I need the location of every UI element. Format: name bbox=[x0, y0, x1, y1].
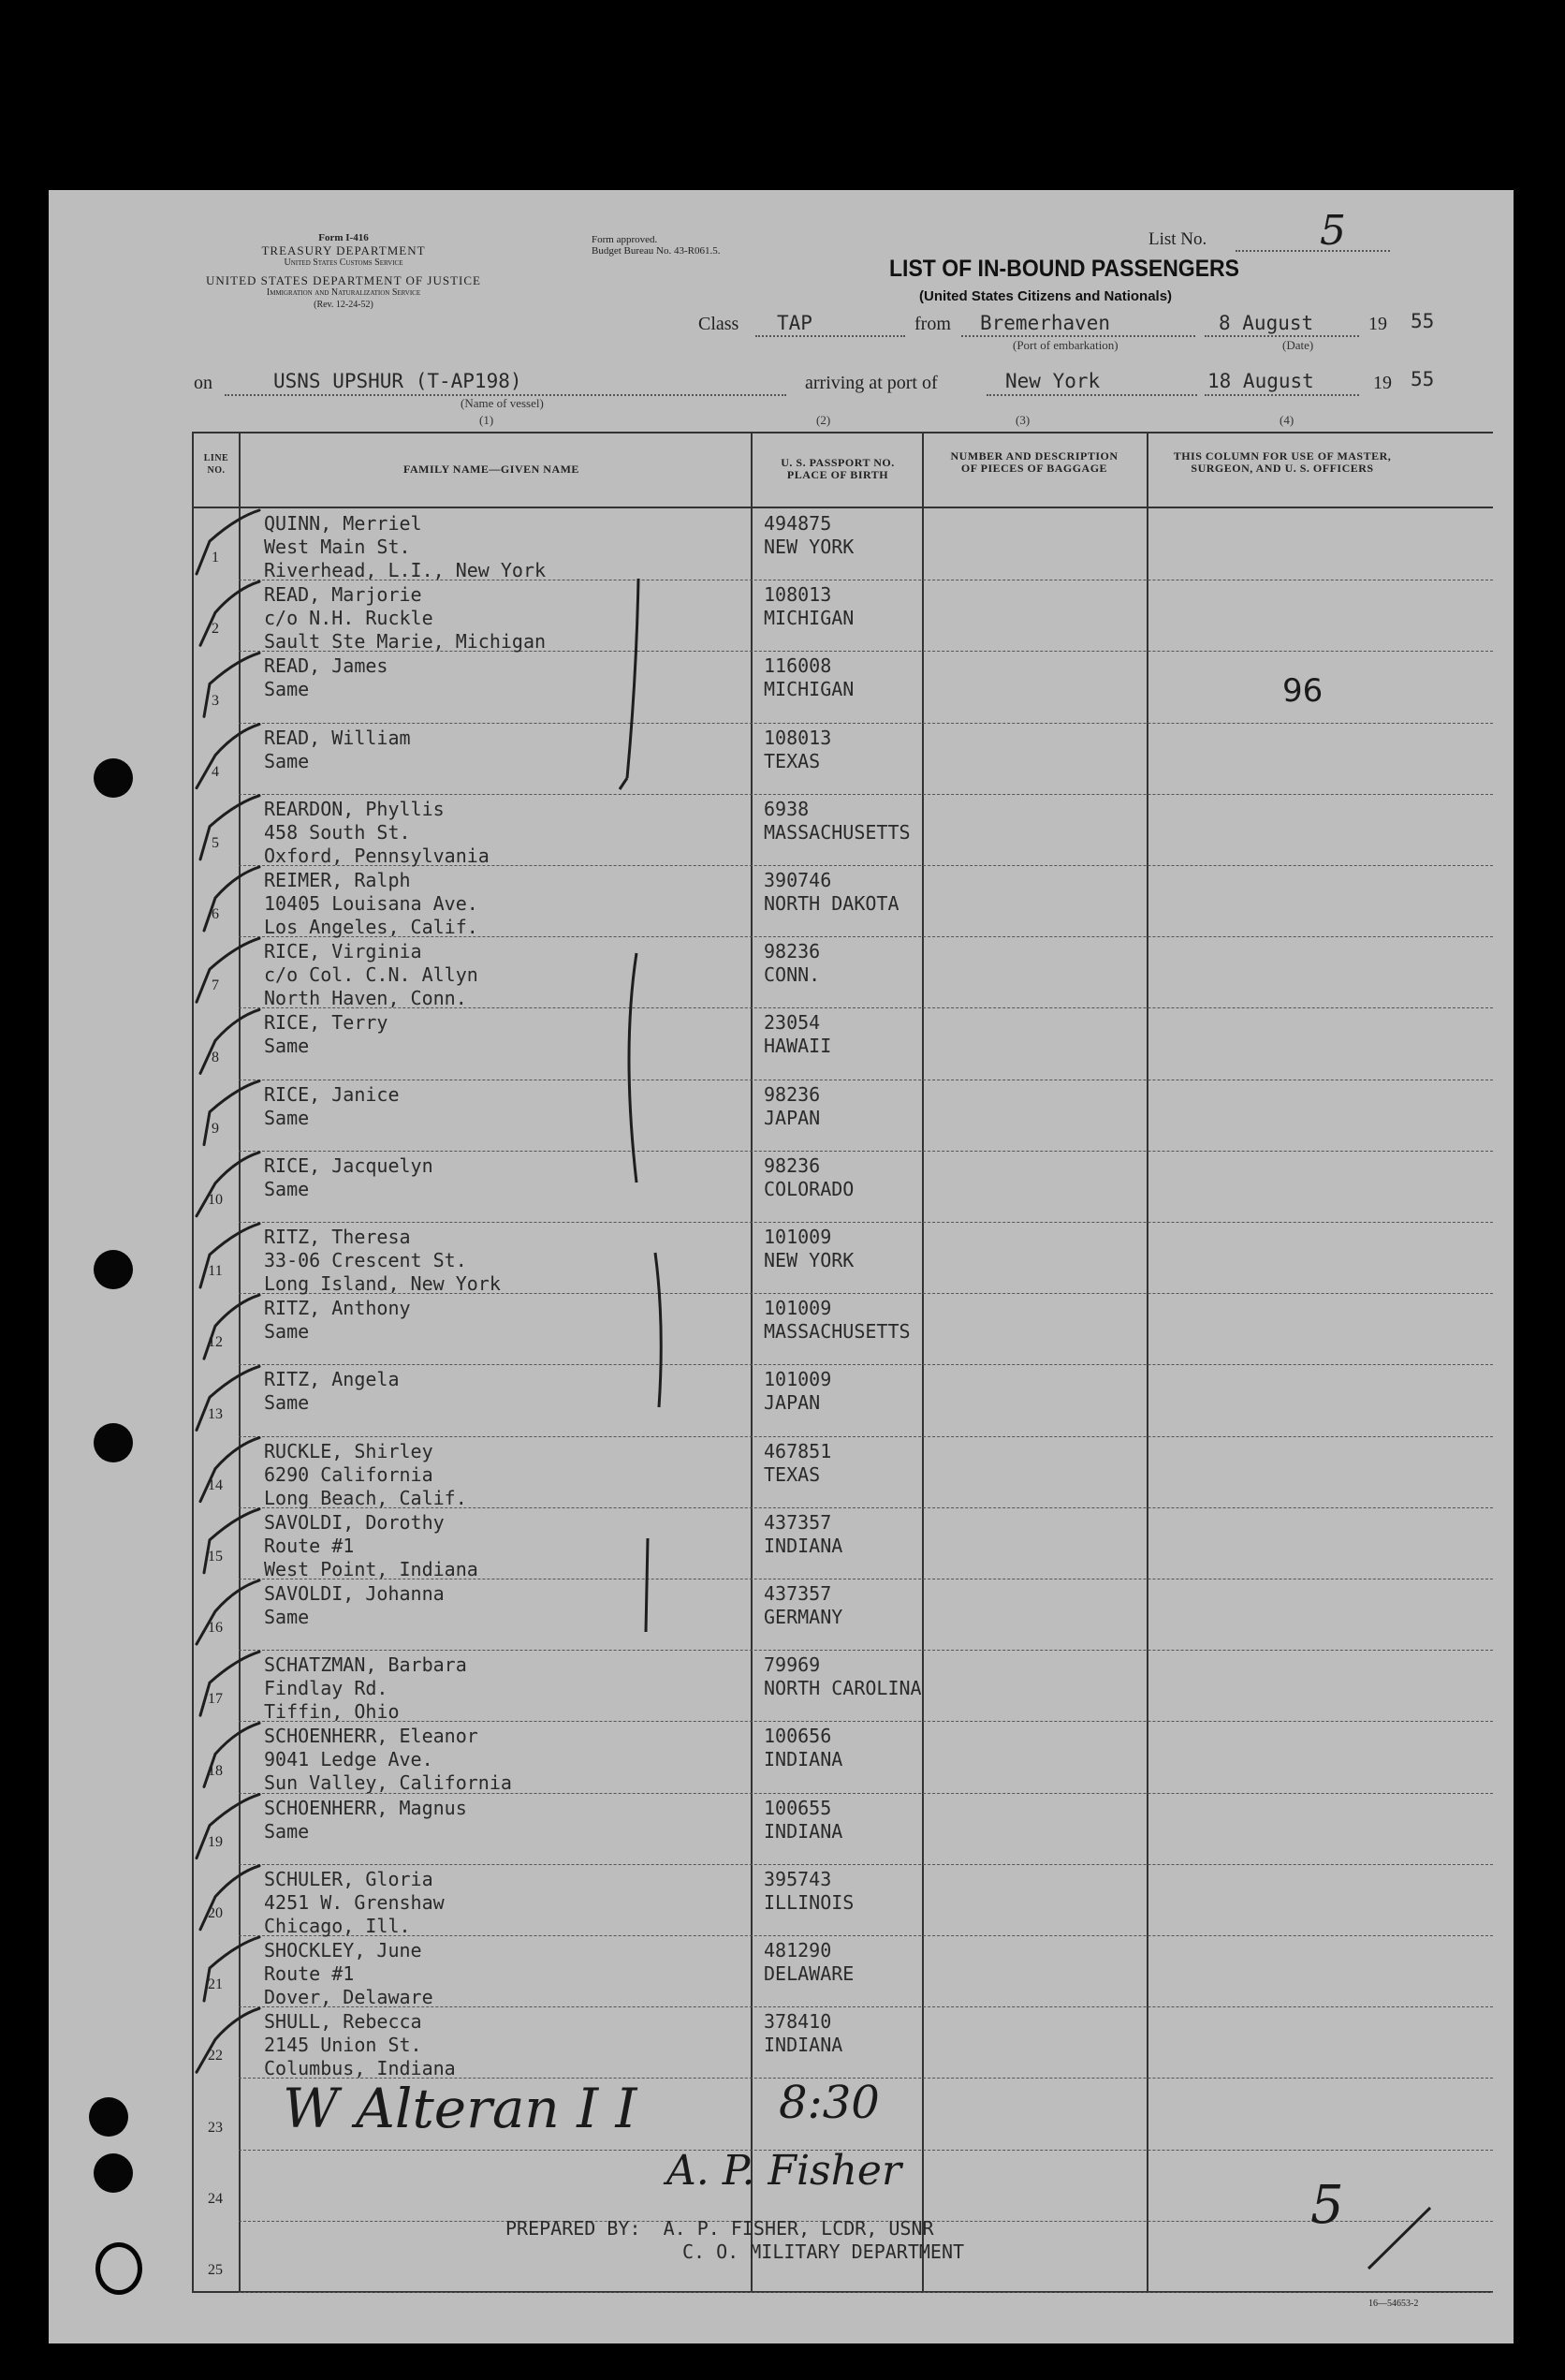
line-number: 25 bbox=[208, 2261, 223, 2278]
table-row bbox=[192, 580, 1493, 654]
form-approved: Form approved. bbox=[592, 234, 658, 245]
arriving-label: arriving at port of bbox=[805, 373, 938, 393]
handwritten-count: 5 bbox=[1310, 2175, 1344, 2236]
page-title: LIST OF IN-BOUND PASSENGERS bbox=[889, 256, 1239, 282]
line-number: 9 bbox=[212, 1120, 219, 1137]
table-row bbox=[192, 1151, 1493, 1222]
line-number: 22 bbox=[208, 2048, 223, 2064]
form-number: Form I-416 bbox=[318, 232, 369, 243]
passenger-name-address: RICE, Jacquelyn Same bbox=[264, 1153, 433, 1200]
passport-birthplace: 23054 HAWAII bbox=[764, 1011, 832, 1058]
passenger-manifest-sheet bbox=[49, 190, 1514, 2343]
passenger-name-address: SCHOENHERR, Magnus Same bbox=[264, 1796, 467, 1843]
passenger-name-address: SAVOLDI, Dorothy Route #1 West Point, Indiana bbox=[264, 1510, 478, 1580]
class-label: Class bbox=[698, 314, 739, 334]
table-row bbox=[192, 1436, 1493, 1507]
passport-birthplace: 437357 GERMANY bbox=[764, 1582, 843, 1628]
passenger-name-address: RICE, Terry Same bbox=[264, 1011, 388, 1058]
handwritten-signature-1: W Alteran I I bbox=[283, 2077, 637, 2140]
embark-year-prefix: 19 bbox=[1368, 314, 1387, 334]
line-number: 14 bbox=[208, 1476, 223, 1493]
passenger-name-address: REARDON, Phyllis 458 South St. Oxford, Pennsylvania bbox=[264, 797, 490, 867]
arrival-port-line bbox=[987, 394, 1197, 396]
passport-birthplace: 6938 MASSACHUSETTS bbox=[764, 797, 911, 844]
passenger-name-address: QUINN, Merriel West Main St. Riverhead, L.I., New York bbox=[264, 512, 547, 581]
punch-hole-8 bbox=[94, 2153, 133, 2193]
punch-hole-9 bbox=[95, 2242, 142, 2295]
line-number: 13 bbox=[208, 1405, 223, 1422]
table-row bbox=[192, 936, 1493, 1010]
passport-birthplace: 437357 INDIANA bbox=[764, 1510, 843, 1557]
passport-birthplace: 101009 NEW YORK bbox=[764, 1226, 855, 1271]
arrival-year-prefix: 19 bbox=[1373, 373, 1392, 393]
table-row bbox=[192, 1935, 1493, 2006]
list-no-line bbox=[1236, 250, 1390, 252]
passport-birthplace: 494875 NEW YORK bbox=[764, 512, 855, 558]
line-number: 8 bbox=[212, 1049, 219, 1065]
officer-mark: 96 bbox=[1282, 672, 1324, 710]
passenger-name-address: READ, James Same bbox=[264, 654, 388, 701]
passenger-name-address: RICE, Virginia c/o Col. C.N. Allyn North Haven, Conn. bbox=[264, 940, 478, 1010]
class-line bbox=[755, 335, 905, 337]
line-number: 2 bbox=[212, 621, 219, 638]
vessel-caption: (Name of vessel) bbox=[461, 396, 544, 410]
table-row bbox=[192, 1579, 1493, 1650]
embark-date-line bbox=[1205, 335, 1359, 337]
table-row bbox=[192, 1650, 1493, 1724]
form-revision: (Rev. 12-24-52) bbox=[314, 300, 373, 310]
on-label: on bbox=[194, 373, 212, 393]
list-no-value: 5 bbox=[1320, 207, 1346, 255]
caption-3: (3) bbox=[1016, 413, 1031, 427]
table-row bbox=[192, 1721, 1493, 1795]
justice-department: UNITED STATES DEPARTMENT OF JUSTICE bbox=[206, 273, 481, 287]
arrival-year: 55 bbox=[1411, 368, 1435, 390]
table-row bbox=[192, 1793, 1493, 1864]
date-caption: (Date) bbox=[1282, 338, 1314, 352]
passport-birthplace: 378410 INDIANA bbox=[764, 2010, 843, 2057]
passenger-name-address: SCHULER, Gloria 4251 W. Grenshaw Chicago, Ill. bbox=[264, 1867, 445, 1937]
table-row bbox=[192, 1364, 1493, 1435]
table-row bbox=[192, 1293, 1493, 1364]
col-header-name: FAMILY NAME—GIVEN NAME bbox=[403, 463, 579, 476]
table-row bbox=[192, 1007, 1493, 1079]
passenger-name-address: SAVOLDI, Johanna Same bbox=[264, 1582, 445, 1628]
line-number: 18 bbox=[208, 1762, 223, 1779]
punch-hole-6 bbox=[94, 1423, 133, 1462]
table-row bbox=[192, 794, 1493, 865]
line-number: 7 bbox=[212, 977, 219, 994]
line-number: 3 bbox=[212, 692, 219, 709]
prepared-by: PREPARED BY: A. P. FISHER, LCDR, USNR bbox=[505, 2217, 934, 2240]
table-row bbox=[192, 1080, 1493, 1151]
passport-birthplace: 101009 MASSACHUSETTS bbox=[764, 1297, 911, 1344]
passport-birthplace: 98236 JAPAN bbox=[764, 1082, 821, 1129]
table-row bbox=[192, 723, 1493, 794]
line-number: 23 bbox=[208, 2119, 223, 2136]
table-row bbox=[192, 1507, 1493, 1579]
list-no-label: List No. bbox=[1148, 229, 1207, 249]
port-of-embarkation: Bremerhaven bbox=[980, 312, 1111, 334]
arrival-date-line bbox=[1205, 394, 1359, 396]
line-number: 4 bbox=[212, 763, 219, 780]
caption-4: (4) bbox=[1280, 413, 1294, 427]
passenger-name-address: READ, William Same bbox=[264, 726, 411, 772]
from-line bbox=[961, 335, 1195, 337]
passenger-name-address: RICE, Janice Same bbox=[264, 1082, 400, 1129]
embark-year: 55 bbox=[1411, 310, 1435, 332]
passport-birthplace: 108013 TEXAS bbox=[764, 726, 832, 772]
handwritten-signature-2: A. P. Fisher bbox=[666, 2147, 902, 2195]
table-row bbox=[192, 2006, 1493, 2078]
passenger-name-address: SHULL, Rebecca 2145 Union St. Columbus, Indiana bbox=[264, 2010, 456, 2080]
table-row bbox=[192, 865, 1493, 936]
line-number: 17 bbox=[208, 1691, 223, 1708]
table-row bbox=[192, 1864, 1493, 1935]
line-number: 24 bbox=[208, 2190, 223, 2207]
arrival-date: 18 August bbox=[1207, 370, 1314, 392]
print-code: 16—54653-2 bbox=[1368, 2299, 1419, 2309]
passenger-name-address: REIMER, Ralph 10405 Louisana Ave. Los Angeles, Calif. bbox=[264, 869, 478, 938]
line-number: 20 bbox=[208, 1904, 223, 1921]
passport-birthplace: 79969 NORTH CAROLINA bbox=[764, 1653, 922, 1700]
table-row bbox=[192, 508, 1493, 580]
military-department: C. O. MILITARY DEPARTMENT bbox=[682, 2240, 965, 2263]
page-subtitle: (United States Citizens and Nationals) bbox=[919, 288, 1173, 304]
vessel-name: USNS UPSHUR (T-AP198) bbox=[273, 370, 522, 392]
col-header-officers: THIS COLUMN FOR USE OF MASTER, SURGEON, AND U. S. OFFICERS bbox=[1173, 449, 1392, 475]
embark-date: 8 August bbox=[1219, 312, 1314, 334]
passport-birthplace: 116008 MICHIGAN bbox=[764, 654, 855, 701]
passenger-name-address: SCHOENHERR, Eleanor 9041 Ledge Ave. Sun Valley, California bbox=[264, 1725, 512, 1795]
col-header-baggage: NUMBER AND DESCRIPTION OF PIECES OF BAGGAGE bbox=[950, 449, 1119, 475]
passport-birthplace: 481290 DELAWARE bbox=[764, 1939, 855, 1985]
passport-birthplace: 100656 INDIANA bbox=[764, 1725, 843, 1771]
passport-birthplace: 98236 COLORADO bbox=[764, 1153, 855, 1200]
passenger-name-address: RITZ, Theresa 33-06 Crescent St. Long Island, New York bbox=[264, 1226, 501, 1295]
handwritten-time: 8:30 bbox=[779, 2077, 880, 2129]
line-number: 10 bbox=[208, 1191, 223, 1208]
passport-birthplace: 108013 MICHIGAN bbox=[764, 583, 855, 630]
passport-birthplace: 98236 CONN. bbox=[764, 940, 821, 987]
ins-service: Immigration and Naturalization Service bbox=[266, 287, 421, 298]
table-row bbox=[192, 1222, 1493, 1293]
passport-birthplace: 467851 TEXAS bbox=[764, 1439, 832, 1486]
punch-hole-7 bbox=[89, 2097, 128, 2137]
passenger-name-address: RUCKLE, Shirley 6290 California Long Beach, Calif. bbox=[264, 1439, 467, 1509]
class-value: TAP bbox=[777, 312, 812, 334]
line-number: 1 bbox=[212, 550, 219, 566]
col-header-passport: U. S. PASSPORT NO. PLACE OF BIRTH bbox=[781, 456, 895, 481]
line-number: 16 bbox=[208, 1620, 223, 1637]
port-embark-caption: (Port of embarkation) bbox=[1013, 338, 1119, 352]
punch-hole-4 bbox=[94, 758, 133, 798]
passport-birthplace: 390746 NORTH DAKOTA bbox=[764, 869, 900, 915]
line-number: 11 bbox=[208, 1263, 223, 1280]
passenger-name-address: SCHATZMAN, Barbara Findlay Rd. Tiffin, Ohio bbox=[264, 1653, 467, 1724]
passport-birthplace: 101009 JAPAN bbox=[764, 1368, 832, 1415]
customs-service: United States Customs Service bbox=[284, 257, 403, 268]
caption-1: (1) bbox=[479, 413, 494, 427]
arrival-port: New York bbox=[1005, 370, 1101, 392]
line-number: 5 bbox=[212, 834, 219, 851]
passenger-name-address: RITZ, Anthony Same bbox=[264, 1297, 411, 1344]
passenger-name-address: RITZ, Angela Same bbox=[264, 1368, 400, 1415]
passport-birthplace: 100655 INDIANA bbox=[764, 1796, 843, 1843]
passenger-name-address: SHOCKLEY, June Route #1 Dover, Delaware bbox=[264, 1939, 433, 2008]
caption-2: (2) bbox=[816, 413, 831, 427]
passenger-name-address: READ, Marjorie c/o N.H. Ruckle Sault Ste Marie, Michigan bbox=[264, 583, 547, 654]
line-number: 19 bbox=[208, 1833, 223, 1850]
line-number: 12 bbox=[208, 1334, 223, 1351]
from-label: from bbox=[914, 314, 951, 334]
line-number: 15 bbox=[208, 1548, 223, 1565]
punch-hole-5 bbox=[94, 1250, 133, 1289]
treasury-department: TREASURY DEPARTMENT bbox=[261, 243, 426, 257]
form-agency-block bbox=[138, 232, 549, 311]
passport-birthplace: 395743 ILLINOIS bbox=[764, 1867, 855, 1914]
passenger-table bbox=[192, 432, 1493, 2295]
line-number: 6 bbox=[212, 906, 219, 923]
line-number: 21 bbox=[208, 1976, 223, 1993]
budget-bureau: Budget Bureau No. 43-R061.5. bbox=[592, 245, 721, 257]
col-header-line: LINE NO. bbox=[203, 453, 229, 476]
